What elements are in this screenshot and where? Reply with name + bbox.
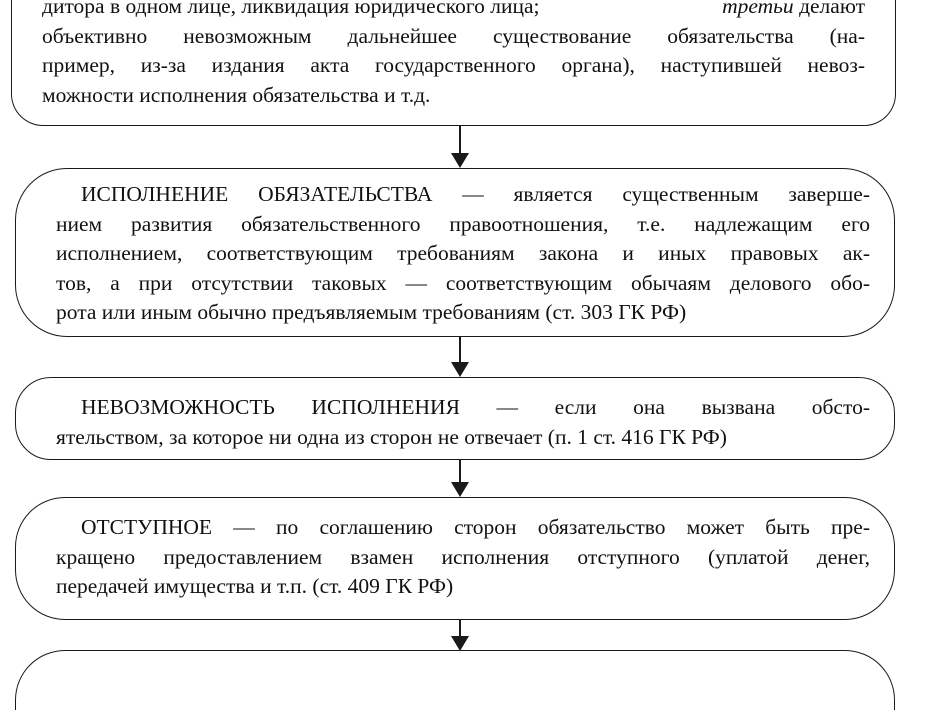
text-line: рота или иным обычно предъявляемым требованиям (ст. 303 ГК РФ)	[56, 300, 687, 324]
text-line: кращено предоставлением взамен исполнения отступного (уплатой денег,	[56, 544, 870, 569]
arrow-down-icon	[450, 337, 470, 377]
arrow-down-icon	[450, 126, 470, 168]
text-line: исполнением, соответствующим требованиям закона и иных правовых ак-	[56, 241, 870, 265]
text-line	[56, 393, 870, 423]
arrow-down-icon	[450, 460, 470, 497]
text-line: можности исполнения обязательства и т.д.	[42, 82, 431, 107]
flow-box-compensation	[15, 497, 895, 620]
text-line	[56, 513, 870, 543]
text-line: объективно невозможным дальнейшее существование обязательства (на-	[42, 23, 865, 48]
text-segment: делают	[799, 0, 865, 18]
text-line: тов, а при отсутствии таковых — соответствующим обычаям делового обо-	[56, 270, 870, 295]
text-line: нием развития обязательственного правоотношения, т.е. надлежащим его	[56, 211, 870, 236]
text-line: пример, из-за издания акта государственного органа), наступившей невоз-	[42, 53, 865, 77]
text-line	[56, 180, 870, 210]
text-line: ятельством, за которое ни одна из сторон не отвечает (п. 1 ст. 416 ГК РФ)	[56, 424, 727, 449]
text-italic: третьи	[722, 0, 794, 18]
text-segment: — по соглашению сторон обязательство может быть пре-	[212, 515, 870, 539]
term-title: НЕВОЗМОЖНОСТЬ ИСПОЛНЕНИЯ	[81, 395, 460, 419]
flow-box-next	[15, 650, 895, 710]
flow-box-previous	[11, 0, 896, 126]
text-line: передачей имущества и т.п. (ст. 409 ГК РФ)	[56, 574, 454, 598]
text-segment: — если она вызвана обсто-	[459, 395, 870, 419]
flow-box-performance	[15, 168, 895, 337]
text-line	[42, 0, 865, 22]
text-segment: — является существенным заверше-	[432, 182, 870, 206]
text-segment: дитора в одном лице, ликвидация юридического лица;	[42, 0, 540, 18]
flow-box-impossibility	[15, 377, 895, 460]
arrow-down-icon	[450, 620, 470, 650]
term-title: ИСПОЛНЕНИЕ ОБЯЗАТЕЛЬСТВА	[81, 182, 433, 206]
term-title: ОТСТУПНОЕ	[81, 515, 213, 539]
